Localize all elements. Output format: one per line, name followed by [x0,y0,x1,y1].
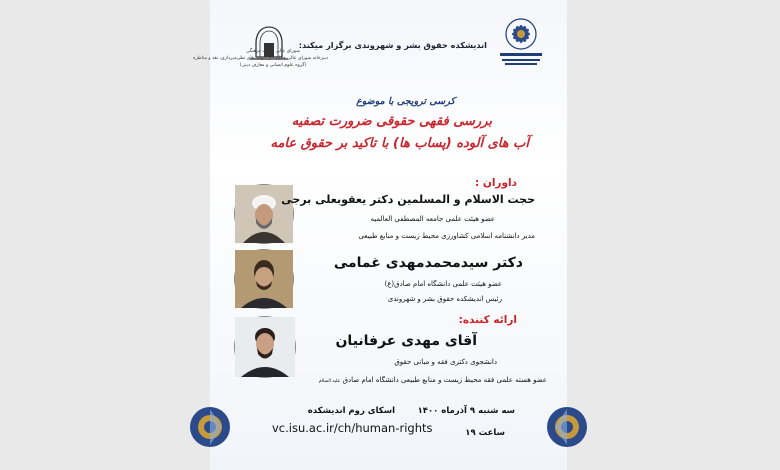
event-time: ساعت ۱۹ [465,428,505,438]
topic-intro: کرسی ترویجی با موضوع [356,96,455,107]
presenter-line-2-honorific: علیه السلام [318,379,341,384]
ornament-left [210,399,258,447]
person-portrait-icon [235,317,295,377]
council-line-1: شورای عالی انقلاب فرهنگی [246,49,300,54]
person-portrait-icon [235,250,293,308]
council-line-3: (گروه علوم انسانی و معارف دینی) [239,63,307,68]
institute-logo [492,12,550,70]
judges-label: داوران : [475,177,517,189]
topic-title-line-1: بررسی فقهی حقوقی ضرورت تصفیه [291,114,492,129]
judge-1-line-1: عضو هیئت علمی جامعه المصطفی العالمیه [370,215,495,223]
event-url[interactable]: vc.isu.ac.ir/ch/human-rights [272,421,433,435]
topic-title-line-2: آب های آلوده (پساب ها) با تاکید بر حقوق عامه [270,136,529,151]
event-poster [193,0,567,470]
presenter-name: آقای مهدی عرفانیان [335,333,477,349]
judge-2-photo [234,249,294,309]
ornament-right [519,399,567,447]
judge-2-name: دکتر سیدمحمدمهدی غمامی [333,255,523,271]
organizer-line: اندیشکده حقوق بشر و شهروندی برگزار میکند: [298,40,487,50]
judge-1-line-2: مدیر دانشنامه اسلامی کشاورزی محیط زیست و منابع طبیعی [358,232,535,240]
judge-2-line-1: عضو هیئت علمی دانشگاه امام صادق(ع) [384,280,502,288]
presenter-line-1: دانشجوی دکتری فقه و مبانی حقوق [394,358,497,366]
event-date: سه شنبه ۹ آذرماه ۱۴۰۰ [417,406,515,416]
event-place: اسکای روم اندیشکده [307,406,395,416]
presenter-line-2 [319,376,547,384]
presenter-line-2-main: عضو هسته علمی فقه محیط زیست و منابع طبیعی دانشگاه امام صادق [342,376,547,384]
judge-2-line-2: رئیس اندیشکده حقوق بشر و شهروندی [387,295,502,303]
judge-1-name: حجت الاسلام و المسلمین دکتر یعقوبعلی برجی [281,193,535,206]
council-text [193,48,328,69]
council-line-2: دبیرخانه شورای عالی حمایت از کرسی‌های نظریه‌پردازی، نقد و مناظره [193,56,328,61]
presenter-photo [234,316,296,378]
presenter-label: ارائه کننده: [458,314,517,326]
